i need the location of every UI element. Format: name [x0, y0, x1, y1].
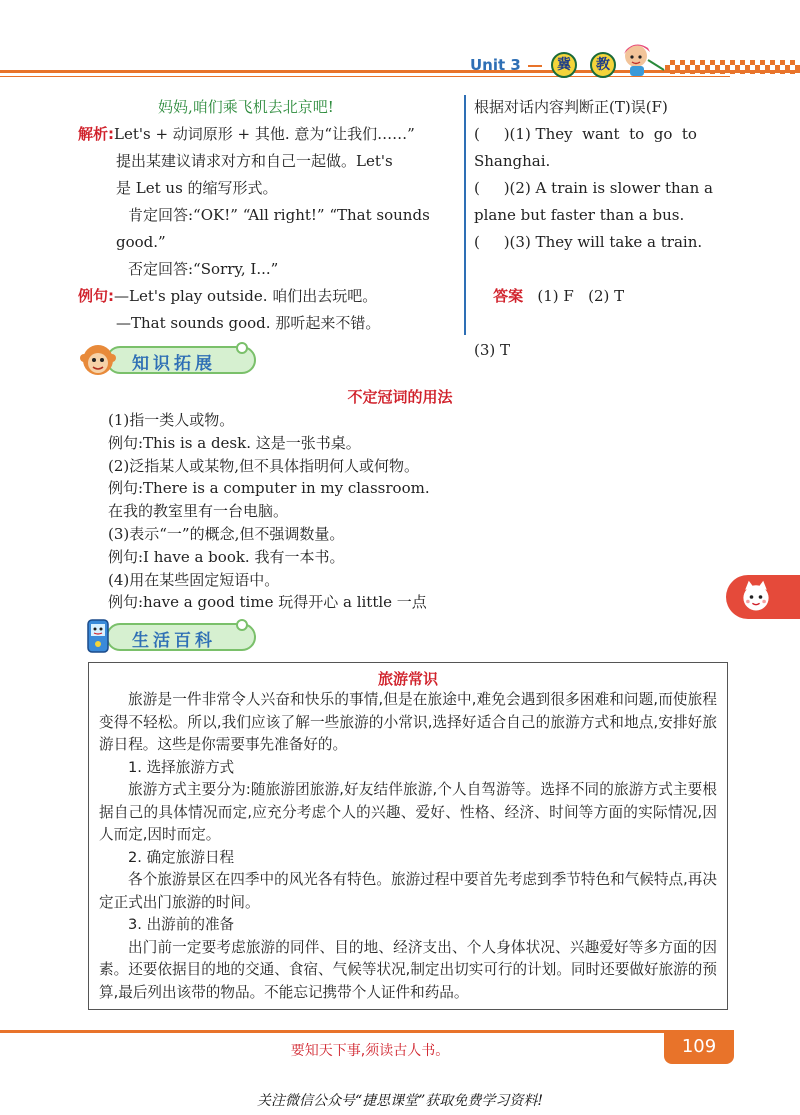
travel-tips-title: 旅游常识	[377, 670, 438, 688]
travel-paragraph: 旅游是一件非常令人兴奋和快乐的事情,但是在旅途中,难免会遇到很多困难和问题,而使旅程变得不轻松。所以,我们应该了解一些旅游的小常识,选择好适合自己的旅游方式和地点,安排好旅游日程。这些是你需要事先准备好的。	[99, 691, 717, 753]
analysis-line-3: 是 Let us 的缩写形式。	[116, 179, 278, 197]
question-1a: ( )(1) They want to go to	[474, 125, 697, 143]
knowledge-banner	[78, 340, 278, 380]
knowledge-line: (2)泛指某人或某物,但不具体指明何人或何物。	[108, 456, 420, 475]
question-1b: Shanghai.	[474, 152, 551, 170]
publisher-badge-ji: 冀	[551, 52, 577, 78]
analysis-line-1	[78, 121, 458, 148]
tf-instruction: 根据对话内容判断正(T)误(F)	[474, 98, 668, 116]
knowledge-banner-text: 知识拓展	[132, 354, 216, 374]
positive-answer-2: good.”	[116, 233, 166, 251]
travel-heading: 3. 出游前的准备	[128, 916, 235, 933]
example-text-1: —Let's play outside. 咱们出去玩吧。	[114, 287, 378, 305]
analysis-line-2: 提出某建议请求对方和自己一起做。Let's	[116, 152, 393, 170]
unit-label: Unit 3	[470, 56, 521, 74]
answer-line-1	[474, 256, 726, 337]
phone-mascot-icon	[78, 617, 122, 657]
knowledge-line: 例句:have a good time 玩得开心 a little 一点	[108, 593, 427, 612]
question-2a: ( )(2) A train is slower than a	[474, 179, 713, 197]
left-column	[78, 94, 458, 337]
life-banner	[78, 617, 278, 657]
unit-dash	[528, 65, 542, 67]
knowledge-title: 不定冠词的用法	[347, 388, 453, 406]
answer-line-2: (3) T	[474, 341, 511, 359]
knowledge-line: 例句:There is a computer in my classroom.	[108, 479, 430, 498]
side-tab	[726, 575, 800, 619]
travel-tips-body	[89, 689, 727, 1004]
life-banner-text: 生活百科	[132, 631, 216, 651]
question-3: ( )(3) They will take a train.	[474, 233, 703, 251]
footer-motto: 要知天下事,须读古人书。	[290, 1043, 450, 1059]
fox-mascot-icon	[738, 579, 774, 615]
travel-paragraph: 旅游方式主要分为:随旅游团旅游,好友结伴旅游,个人自驾游等。选择不同的旅游方式主要根据自己的具体情况而定,应充分考虑个人的兴趣、爱好、性格、经济、时间等方面的实际情况,因人而定,因时而定。	[99, 781, 717, 843]
analysis-text-1: Let's + 动词原形 + 其他. 意为“让我们……”	[114, 125, 415, 143]
travel-heading: 1. 选择旅游方式	[128, 758, 235, 776]
knowledge-line: 例句:This is a desk. 这是一张书桌。	[108, 433, 361, 452]
bottom-note: 关注微信公众号“捷思课堂”获取免费学习资料!	[257, 1093, 543, 1109]
negative-answer: 否定回答:“Sorry, I...”	[128, 260, 279, 278]
footer-rule	[0, 1030, 680, 1033]
checker-pattern	[665, 60, 800, 74]
analysis-label: 解析:	[78, 125, 114, 143]
answer-label: 答案	[493, 287, 524, 305]
knowledge-line: (4)用在某些固定短语中。	[108, 570, 280, 589]
travel-tips-box	[88, 662, 728, 1010]
monkey-mascot-icon	[78, 340, 122, 380]
knowledge-line: 例句:I have a book. 我有一本书。	[108, 547, 345, 566]
travel-heading: 2. 确定旅游日程	[128, 848, 235, 866]
travel-paragraph: 各个旅游景区在四季中的风光各有特色。旅游过程中要首先考虑到季节特色和气候特点,再决定正式出门旅游的时间。	[99, 871, 717, 911]
column-divider	[464, 95, 466, 335]
question-2b: plane but faster than a bus.	[474, 206, 685, 224]
publisher-badge-jiao: 教	[590, 52, 616, 78]
page-number: 109	[664, 1030, 734, 1064]
banner-dot	[236, 342, 248, 354]
example-label: 例句:	[78, 287, 114, 305]
right-column	[474, 94, 726, 364]
knowledge-line: (1)指一类人或物。	[108, 411, 235, 429]
knowledge-body	[108, 409, 568, 614]
chinese-sentence: 妈妈,咱们乘飞机去北京吧!	[158, 98, 334, 116]
knowledge-line: 在我的教室里有一台电脑。	[108, 502, 289, 521]
mascot-girl-icon	[618, 40, 668, 80]
positive-answer-1: 肯定回答:“OK!” “All right!” “That sounds	[128, 206, 430, 224]
answer-text-1: (1) F (2) T	[537, 287, 625, 305]
knowledge-line: (3)表示“一”的概念,但不强调数量。	[108, 524, 345, 543]
example-line-1	[78, 283, 458, 310]
example-line-2: —That sounds good. 那听起来不错。	[116, 314, 381, 332]
travel-paragraph: 出门前一定要考虑旅游的同伴、目的地、经济支出、个人身体状况、兴趣爱好等多方面的因素。还要依据目的地的交通、食宿、气候等状况,制定出切实可行的计划。同时还要做好旅游的预算,最后列出该带的物品。不能忘记携带个人证件和药品。	[99, 938, 717, 1001]
banner-dot	[236, 619, 248, 631]
